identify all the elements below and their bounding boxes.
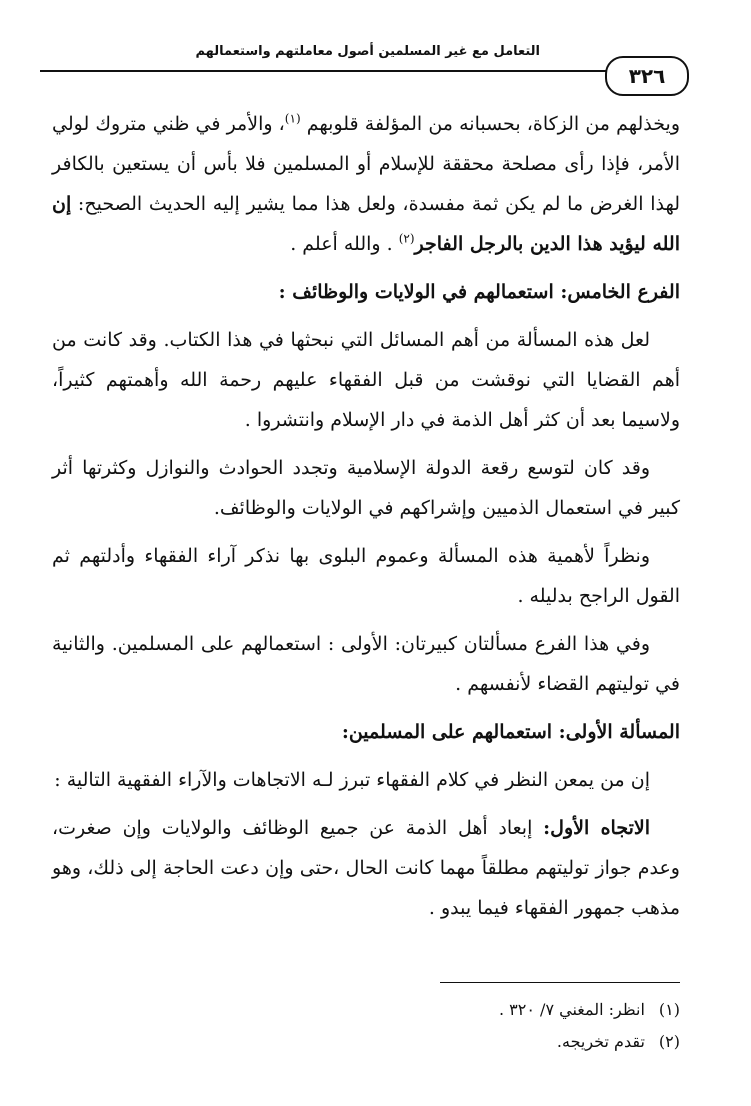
paragraph-4: ونظراً لأهمية هذه المسألة وعموم البلوى بها نذكر آراء الفقهاء وأدلتهم ثم القول الراجح بدليله .	[52, 545, 680, 607]
footnotes	[52, 994, 680, 1058]
p1-end: . والله أعلم .	[290, 233, 399, 255]
paragraph-5: وفي هذا الفرع مسألتان كبيرتان: الأولى : استعمالهم على المسلمين. والثانية في توليتهم القضاء لأنفسهم .	[52, 633, 680, 695]
footnote-mark: (١)	[658, 1000, 680, 1019]
footnote-text: انظر: المغني ٧/ ٣٢٠ .	[499, 1000, 645, 1019]
body-text	[52, 104, 680, 936]
section-heading: الفرع الخامس: استعمالهم في الولايات والوظائف :	[278, 281, 680, 303]
p1-text: ويخذلهم من الزكاة، بحسبانه من المؤلفة قلوبهم	[300, 113, 680, 135]
running-header-title: التعامل مع غير المسلمين أصول معاملتهم واستعمالهم	[195, 44, 540, 59]
trend-label: الاتجاه الأول:	[543, 817, 650, 839]
footnote-1	[52, 994, 680, 1026]
paragraph-7	[52, 808, 680, 928]
footnote-mark: (٢)	[658, 1032, 680, 1051]
footnote-2	[52, 1026, 680, 1058]
footnote-rule	[440, 982, 680, 983]
paragraph-6: إن من يمعن النظر في كلام الفقهاء تبرز لـه الاتجاهات والآراء الفقهية التالية :	[54, 769, 650, 791]
page-number: ٣٢٦	[605, 56, 689, 96]
footnote-text: تقدم تخريجه.	[556, 1032, 645, 1051]
p1-text-cont: ، والأمر في ظني متروك لولي الأمر، فإذا رأى مصلحة محققة للإسلام أو المسلمين فلا بأس أن يستعين بالكافر لهذا الغرض ما لم يكن ثمة مفسدة، ولعل هذا مما يشير إليه الحديث الصحيح:	[52, 113, 680, 215]
hadith-quote: إن الله ليؤيد هذا الدين بالرجل الفاجر	[52, 193, 680, 255]
paragraph-2: لعل هذه المسألة من أهم المسائل التي نبحثها في هذا الكتاب. وقد كانت من أهم القضايا التي نوقشت من قبل الفقهاء عليهم رحمة الله وأهمتهم كثيراً، ولاسيما بعد أن كثر أهل الذمة في دار الإسلام وانتشروا .	[52, 329, 680, 431]
paragraph-3: وقد كان لتوسع رقعة الدولة الإسلامية وتجدد الحوادث والنوازل وكثرتها أثر كبير في استعمال الذميين وإشراكهم في الولايات والوظائف.	[52, 457, 680, 519]
paragraph-1	[52, 104, 680, 264]
header-rule	[40, 70, 620, 72]
paragraph-7-text: إبعاد أهل الذمة عن جميع الوظائف والولايات وإن صغرت، وعدم جواز توليتهم مطلقاً مهما كانت الحال ،حتى وإن دعت الحاجة إلى ذلك، وهو مذهب جمهور الفقهاء فيما يبدو .	[52, 817, 680, 919]
issue-heading: المسألة الأولى: استعمالهم على المسلمين:	[341, 721, 680, 743]
footnote-ref-1[interactable]: (١)	[284, 111, 301, 126]
footnote-ref-2[interactable]: (٢)	[398, 231, 415, 246]
